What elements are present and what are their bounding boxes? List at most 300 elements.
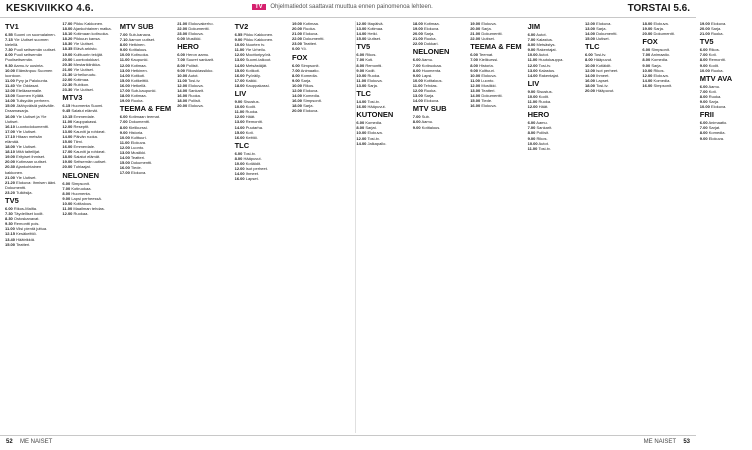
program-time: 6.00	[412, 57, 421, 63]
channel-title: JIM	[527, 22, 541, 31]
program-time: 20.30	[5, 164, 16, 170]
program-time: 12.00	[234, 52, 245, 58]
program-title: Yle Uutiset ja Yle Uutiset.	[5, 113, 47, 124]
program-time: 8.00	[62, 190, 71, 196]
program-listing	[62, 211, 114, 216]
program-time: 12.00	[119, 62, 130, 68]
program-time: 7.00	[177, 57, 185, 63]
program-title: Musiikki.	[186, 36, 202, 42]
program-time: 9.00	[119, 129, 128, 135]
program-title: Ihmeet.	[245, 171, 260, 177]
program-title: Häät.	[245, 114, 256, 120]
program-time: 13.00	[412, 93, 423, 99]
program-title: Hääpuvut.	[243, 155, 262, 161]
program-time: 9.00	[356, 67, 365, 73]
program-time: 23.30	[62, 87, 73, 93]
program-title: Hetkellä.	[130, 82, 147, 88]
program-title: Kauniit ja rohkeat.	[73, 149, 106, 155]
program-time: 20.00	[642, 31, 653, 37]
program-time: 8.00	[5, 52, 13, 58]
program-time: 14.00	[642, 77, 653, 83]
program-time: 15.00	[234, 129, 245, 135]
program-time: 10.00	[119, 134, 130, 140]
program-title: Tosi-tv.	[367, 99, 380, 105]
listing-column	[642, 21, 694, 433]
channel-title: TLC	[585, 42, 600, 52]
program-title: Sub.	[421, 114, 430, 120]
channel-title: MTV AVA	[699, 73, 733, 83]
program-title: Huomenta.	[421, 67, 442, 73]
program-title: Kotitalous.	[423, 77, 443, 83]
program-title: Kotimaa.	[130, 93, 147, 99]
program-listing	[177, 103, 229, 108]
program-title: Hitaan metsän elämää.	[5, 133, 42, 144]
program-time: 13.00	[234, 57, 245, 63]
program-time: 11.00	[5, 226, 15, 232]
program-title: Ruoka.	[245, 109, 259, 115]
program-title: Elokuva.	[188, 31, 204, 37]
program-time: 10.00	[177, 72, 188, 78]
program-listing	[356, 104, 408, 109]
program-time: 18.00	[234, 82, 245, 88]
program-title: Salatut elämät.	[73, 154, 101, 160]
program-title: Komedia.	[708, 130, 726, 136]
program-title: Häätrikkiä.	[16, 236, 36, 242]
program-title: Teemat.	[479, 52, 494, 58]
program-time: 20.00	[470, 26, 481, 32]
program-title: Tulkitsija.	[16, 189, 33, 195]
program-title: Päivän ruoka.	[73, 133, 98, 139]
program-time: 7.00	[62, 185, 71, 191]
program-listing	[585, 88, 637, 93]
program-time: 8.00	[699, 93, 708, 99]
program-time: 12.00	[119, 144, 130, 150]
program-time: 15.00	[585, 36, 596, 42]
program-time: 0.00	[292, 46, 300, 52]
program-title: Ostoskanavat.	[13, 216, 40, 222]
program-time: 20.00	[177, 103, 188, 109]
program-title: Kulttuurin tekijät.	[73, 51, 104, 57]
program-time: 6.00	[356, 120, 365, 126]
program-time: 16.00	[642, 82, 653, 88]
left-day-title: KESKIVIIKKO 4.6.	[6, 3, 94, 14]
footer-brand-left: ME NAISET	[20, 439, 53, 445]
program-time: 9.00	[527, 88, 536, 94]
program-time: 8.00	[699, 130, 708, 136]
program-title: Yle Uutiset.	[16, 144, 37, 150]
program-title: Sankarit.	[536, 125, 553, 131]
program-title: Elokuvakerho.	[188, 21, 214, 26]
program-title: Kauniit ja rohkeat.	[73, 128, 106, 134]
program-title: Dokkari.	[423, 41, 439, 47]
program-time: 6.55	[5, 32, 13, 37]
program-title: Sarja.	[303, 103, 314, 109]
program-time: 11.00	[356, 77, 367, 83]
program-title: Elokuva.	[481, 21, 497, 26]
channel-title: TV5	[356, 42, 371, 52]
program-title: Ruoka.	[423, 36, 437, 42]
program-title: Autot.	[536, 32, 547, 37]
program-title: Animaatio.	[300, 67, 320, 73]
program-title: Elävä arkisto.	[73, 46, 98, 52]
program-time: 16.00	[292, 98, 303, 104]
program-time: 19.00	[62, 159, 73, 165]
program-listing	[5, 134, 57, 144]
program-time: 18.00	[62, 154, 73, 160]
program-time: 6.00	[234, 150, 243, 156]
program-title: Salatut elämät.	[71, 108, 98, 114]
program-time: 9.00	[234, 99, 243, 105]
program-time: 17.00	[119, 170, 130, 176]
program-title: Rakentajat.	[536, 47, 557, 53]
program-listing	[5, 103, 57, 113]
program-time: 22.00	[177, 26, 188, 32]
program-time: 14.00	[356, 31, 367, 37]
program-title: Ihmeet.	[596, 72, 610, 78]
program-listing	[642, 31, 694, 36]
program-title: Animaatio.	[708, 120, 728, 126]
program-time: 8.00	[356, 62, 365, 68]
program-time: 9.00	[527, 135, 536, 141]
program-time: 9.00	[699, 99, 708, 105]
channel-title: TV2	[234, 22, 249, 31]
program-time: 10.00	[642, 67, 653, 73]
program-listing	[642, 83, 694, 88]
program-time: 9.00	[699, 62, 708, 68]
program-time: 18.20	[62, 36, 73, 42]
program-time: 7.00	[119, 119, 128, 125]
program-time: 13.00	[234, 119, 245, 125]
program-title: Elokuva.	[596, 21, 612, 26]
program-title: Heron aamu.	[186, 52, 210, 58]
program-time: 19.00	[642, 26, 653, 32]
program-time: 8.00	[412, 67, 421, 73]
program-title: Autot.	[538, 140, 549, 146]
program-listing	[235, 176, 287, 181]
channel-title: MTV SUB	[119, 22, 154, 31]
program-time: 12.00	[177, 82, 188, 88]
program-time: 16.00	[5, 113, 16, 119]
program-time: 19.00	[5, 154, 16, 160]
program-title: Seitsemän uutiset.	[73, 159, 107, 165]
program-listing	[700, 31, 752, 36]
program-time: 8.00	[412, 119, 421, 125]
program-title: Sisustus.	[243, 99, 260, 105]
tv-listing-columns	[5, 21, 733, 433]
program-time: 10.00	[412, 77, 423, 83]
program-time: 20.00	[5, 159, 16, 165]
program-title: Sub-kaupunki.	[130, 88, 157, 94]
program-listing	[62, 87, 114, 92]
program-title: Ruoka.	[188, 93, 202, 99]
program-listing	[528, 73, 580, 78]
program-title: Rakentajat.	[538, 72, 559, 78]
program-title: Sankarit.	[188, 88, 205, 94]
program-title: Maailman tehdas.	[73, 206, 105, 211]
program-title: Tosi-tv.	[538, 62, 552, 68]
program-time: 12.00	[470, 82, 481, 88]
program-time: 11.00	[412, 82, 423, 88]
program-time: 8.00	[119, 124, 128, 130]
program-time: 14.00	[527, 72, 538, 78]
header-note-text: Ohjelmatiedot saattavat muuttua ennen painomenoa lehteen.	[270, 4, 433, 10]
program-time: 21.00	[470, 31, 481, 37]
channel-title: TV5	[699, 37, 714, 47]
program-title: Simpsonit.	[303, 98, 322, 104]
program-title: Yle Uutiset.	[73, 41, 94, 47]
program-time: 7.15	[5, 37, 13, 43]
program-time: 16.10	[5, 123, 16, 129]
program-time: 18.00	[292, 103, 303, 109]
program-title: Elämänpuu Suomen luontoon.	[5, 67, 53, 78]
program-time: 10.00	[527, 140, 538, 146]
program-time: 14.00	[119, 155, 130, 161]
program-listing	[5, 37, 57, 47]
program-title: Lapset.	[245, 176, 259, 182]
program-title: Kulttuuri.	[479, 67, 495, 73]
program-title: Elokuva.	[710, 104, 727, 110]
program-time: 8.00	[292, 72, 300, 78]
program-title: Kodit.	[708, 62, 719, 68]
program-title: Simpsonit.	[300, 62, 320, 68]
program-time: 15.00	[119, 160, 130, 166]
program-title: Rikosklassikko.	[186, 67, 214, 73]
header-note	[252, 4, 433, 10]
channel-title: NELONEN	[412, 47, 450, 57]
program-listing	[292, 46, 344, 51]
program-time: 10.00	[356, 130, 367, 136]
channel-title: TEEMA & FEM	[470, 42, 522, 52]
program-time: 8.30	[5, 216, 13, 222]
program-time: 20.00	[699, 26, 710, 32]
program-title: Komedia.	[365, 120, 383, 126]
program-title: Kotikoti.	[130, 72, 146, 78]
program-title: Komedia.	[653, 77, 671, 83]
program-title: Ruoka.	[708, 93, 722, 99]
program-time: 19.00	[119, 98, 130, 104]
program-title: Elokuva.	[130, 170, 147, 176]
program-time: 7.00	[527, 125, 536, 131]
program-time: 15.00	[62, 138, 73, 144]
program-listing	[120, 170, 172, 175]
program-title: Elokuva.	[303, 88, 319, 94]
program-time: 13.00	[356, 82, 367, 88]
program-title: Isot perheet.	[245, 166, 268, 172]
listing-column	[292, 21, 344, 433]
program-time: 14.00	[292, 93, 303, 99]
program-title: Hetkinen.	[130, 67, 148, 73]
program-time: 15.00	[470, 98, 481, 104]
program-title: Rikos-Mailta.	[13, 206, 38, 211]
program-title: Kaikki.	[245, 77, 258, 83]
program-time: 15.00	[5, 103, 16, 109]
program-title: Sarjat.	[708, 125, 721, 131]
program-title: Elokuva.	[653, 72, 669, 78]
program-time: 6.00	[356, 52, 365, 58]
program-title: Elokuva.	[188, 103, 204, 109]
program-title: Kotimaan uutiset.	[16, 159, 48, 165]
program-title: Tosi-tv.	[188, 77, 201, 83]
program-listing	[700, 104, 752, 109]
program-title: Eteläasemalle.	[16, 88, 43, 94]
program-title: Kielikurssi.	[479, 57, 499, 63]
program-time: 6.00	[699, 47, 708, 53]
program-listing	[235, 83, 287, 88]
program-title: Emmerdale.	[73, 144, 96, 150]
program-time: 10.00	[527, 52, 538, 58]
program-title: Ruoka.	[710, 67, 724, 73]
program-title: Kodit.	[538, 93, 549, 99]
program-time: 17.00	[119, 88, 130, 94]
program-time: 14.00	[5, 98, 16, 104]
program-listing	[5, 164, 57, 174]
program-title: Aamu-tv uusinta.	[13, 62, 44, 68]
program-time: 12.00	[642, 72, 653, 78]
program-time: 10.00	[62, 200, 73, 206]
channel-title: FOX	[642, 37, 658, 47]
program-time: 22.30	[62, 82, 73, 88]
program-title: Kauppakassi.	[73, 118, 98, 124]
program-title: Uutiset.	[367, 36, 382, 42]
program-title: Komedia.	[303, 93, 321, 99]
program-title: Pikku Kakkonen.	[243, 32, 274, 37]
page-number-right: 53	[683, 439, 690, 445]
program-title: Suomen Kylätä.	[16, 93, 45, 99]
program-time: 11.00	[470, 77, 480, 83]
program-time: 9.00	[699, 135, 708, 141]
program-title: Historia.	[128, 129, 144, 135]
program-title: Sarja.	[708, 99, 720, 105]
program-title: Teatteri.	[130, 155, 146, 161]
program-title: Yle Uutiset.	[16, 128, 37, 134]
program-title: Elokuva.	[303, 31, 319, 37]
program-title: Dokumentti.	[481, 93, 503, 99]
program-title: Erityiset ihmiset.	[16, 154, 46, 160]
program-time: 6.00	[470, 52, 478, 58]
program-title: Kulttuuri.	[130, 134, 147, 140]
program-title: Teatteri.	[16, 241, 31, 247]
program-title: Täydelliset kodit.	[13, 211, 44, 217]
program-time: 13.00	[527, 67, 538, 73]
program-time: 13.00	[5, 93, 16, 99]
program-title: Keittiö.	[245, 134, 258, 140]
program-time: 10.15	[62, 113, 73, 119]
program-listing	[413, 98, 465, 103]
program-time: 12.00	[234, 114, 245, 120]
program-title: Kotikeittiö.	[130, 77, 150, 83]
program-time: 20.00	[292, 108, 303, 114]
program-time: 15.00	[119, 77, 130, 83]
channel-title: TLC	[234, 140, 250, 150]
program-title: Kalastus.	[536, 37, 553, 43]
program-time: 7.00	[699, 88, 708, 94]
program-title: Kotiruoka.	[130, 52, 149, 58]
program-time: 8.00	[234, 155, 243, 161]
program-title: Lapsi perheessä.	[71, 195, 102, 201]
program-title: Yle Urheilu.	[245, 47, 267, 53]
program-listing	[177, 36, 229, 41]
program-title: Rikos.	[653, 67, 665, 73]
program-title: Sarja.	[710, 26, 722, 32]
program-time: 11.00	[177, 77, 187, 83]
program-title: Ruoka.	[303, 26, 316, 32]
program-title: Ruokaa.	[73, 211, 89, 217]
page-number-left: 52	[6, 439, 13, 445]
program-time: 16.00	[356, 104, 367, 110]
program-title: Jalkapallo.	[367, 140, 387, 146]
program-title: Remontti.	[365, 62, 383, 68]
program-time: 18.00	[642, 21, 653, 26]
program-title: Elokuva.	[130, 139, 147, 145]
program-title: Suomi on suomalainen.	[13, 32, 56, 37]
program-title: Kotimaan teemat.	[128, 114, 161, 120]
program-title: Komedia.	[651, 57, 669, 63]
program-time: 11.00	[62, 206, 73, 211]
program-title: Hääpuvut.	[593, 57, 613, 63]
program-time: 7.00	[119, 32, 128, 37]
program-listing	[5, 114, 57, 124]
program-time: 16.00	[62, 144, 73, 150]
program-title: Metsästäjät.	[245, 62, 268, 68]
program-time: 9.00	[62, 195, 71, 201]
program-time: 18.00	[585, 82, 596, 88]
program-time: 10.00	[699, 104, 710, 110]
program-time: 6.00	[585, 52, 593, 58]
program-time: 12.00	[585, 21, 596, 26]
program-time: 10.00	[527, 93, 538, 99]
program-time: 8.00	[177, 62, 185, 68]
program-time: 20.00	[585, 88, 596, 94]
program-title: Luonto.	[130, 144, 145, 150]
program-listing	[470, 36, 522, 41]
program-time: 10.00	[356, 72, 367, 78]
program-time: 16.00	[234, 176, 245, 182]
program-title: Viisi pientä juttua.	[15, 226, 48, 232]
program-title: Elokuva.	[481, 72, 497, 78]
program-title: Elokuva.	[367, 130, 383, 136]
program-title: Teatteri.	[481, 88, 496, 94]
program-time: 14.00	[356, 140, 367, 146]
program-time: 10.00	[585, 62, 596, 68]
program-time: 0.00	[177, 36, 185, 42]
program-title: Teatteri.	[303, 41, 318, 47]
program-time: 7.00	[699, 52, 708, 58]
program-time: 20.00	[62, 56, 73, 62]
program-time: 17.10	[5, 133, 16, 139]
program-title: Metsästys.	[536, 42, 556, 48]
program-time: 6.00	[177, 52, 185, 58]
program-time: 9.00	[177, 67, 185, 73]
program-title: Yle Uutiset suomen kielellä.	[5, 37, 49, 48]
program-time: 9.30	[5, 62, 13, 68]
program-time: 11.00	[527, 99, 538, 105]
program-time: 17.00	[62, 149, 73, 155]
program-time: 9.00	[527, 47, 536, 53]
program-title: Hetki.	[367, 31, 378, 37]
program-title: Sarja.	[423, 93, 435, 99]
program-title: Kotiäidit.	[245, 160, 262, 166]
program-title: Simpsonit.	[651, 47, 670, 53]
program-time: 11.00	[234, 109, 245, 115]
program-time: 20.30	[62, 61, 73, 67]
program-title: Sarja.	[300, 77, 312, 83]
program-title: Elokuva.	[367, 77, 383, 83]
program-time: 14.00	[62, 133, 73, 139]
program-title: Tosi-tv.	[367, 135, 380, 141]
program-time: 6.00	[527, 32, 536, 37]
program-title: Kielikurssi.	[128, 124, 148, 130]
program-time: 21.00	[699, 31, 710, 37]
